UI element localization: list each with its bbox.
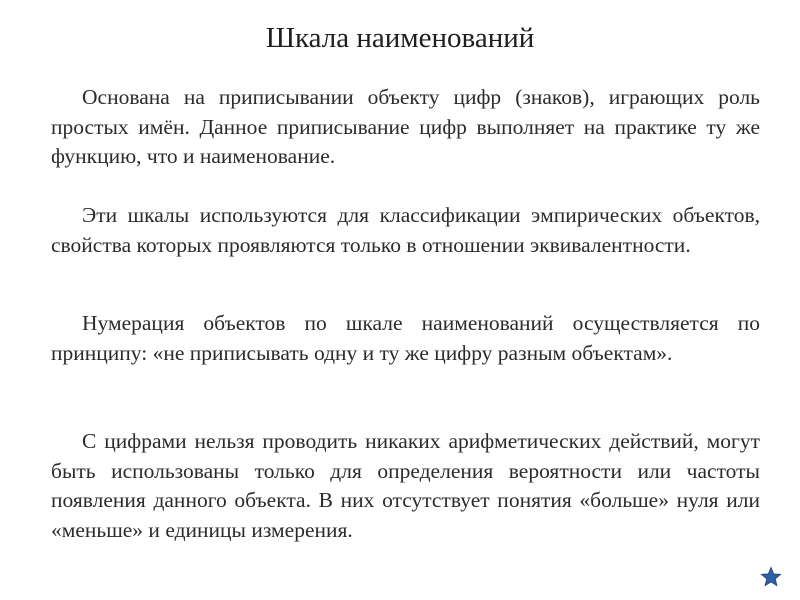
paragraph-usage: Эти шкалы используются для классификации эмпирических объектов, свойства которых проявляются только в отношении эквивалентности.: [51, 203, 760, 257]
slide-title: Шкала наименований: [265, 22, 535, 54]
paragraph-numbering-principle: Нумерация объектов по шкале наименований осуществляется по принципу: «не приписывать одну и ту же цифру разным объектам».: [51, 311, 760, 365]
star-icon[interactable]: [760, 566, 782, 588]
paragraph-definition: Основана на приписывании объекту цифр (знаков), играющих роль простых имён. Данное приписывание цифр выполняет на практике ту же функцию, что и наименование.: [51, 85, 760, 168]
paragraph-arithmetic-restrictions: С цифрами нельзя проводить никаких арифметических действий, могут быть использованы только для определения вероятности или частоты появления данного объекта. В них отсутствует понятия «больше» нуля или «меньше» и единицы измерения.: [51, 429, 760, 542]
